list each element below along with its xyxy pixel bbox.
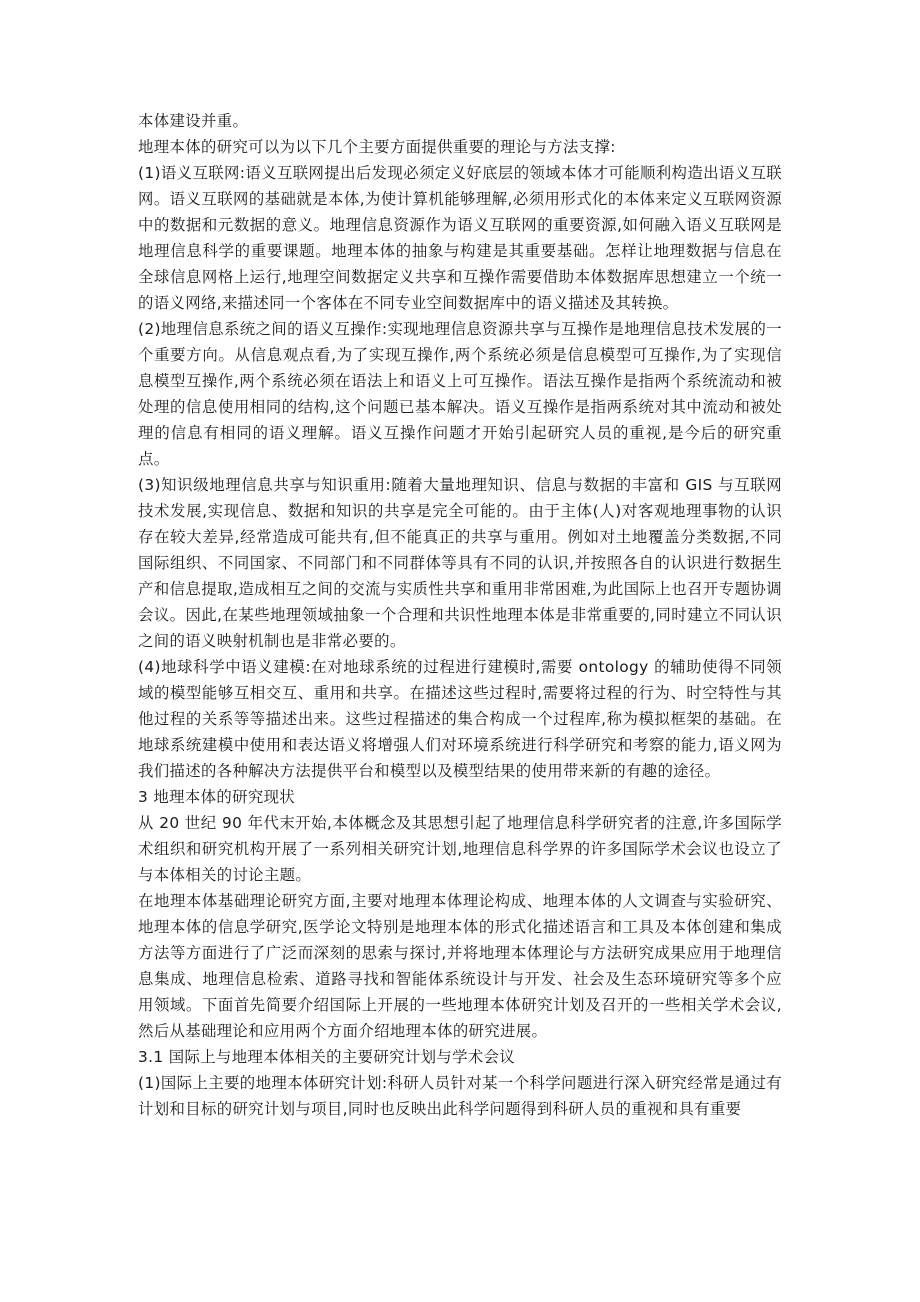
document-page <box>138 108 782 1122</box>
subsection-heading: 3.1 国际上与地理本体相关的主要研究计划与学术会议 <box>138 1048 516 1066</box>
paragraph-basic-theory: 在地理本体基础理论研究方面,主要对地理本体理论构成、地理本体的人文调查与实验研究、地理本体的信息学研究,医学论文特别是地理本体的形式化描述语言和工具及本体创建和集成方法等方面进行了广泛而深刻的思索与探讨,并将地理本体理论与方法研究成果应用于地理信息集成、地理信息检索、道路寻找和智能体系统设计与开发、社会及生态环境研究等多个应用领域。下面首先简要介绍国际上开展的一些地理本体研究计划及召开的一些相关学术会议,然后从基础理论和应用两个方面介绍地理本体的研究进展。 <box>138 892 782 1040</box>
paragraph-research-plans: (1)国际上主要的地理本体研究计划:科研人员针对某一个科学问题进行深入研究经常是通过有计划和目标的研究计划与项目,同时也反映出此科学问题得到科研人员的重视和具有重要 <box>138 1074 782 1118</box>
paragraph-knowledge-sharing: (3)知识级地理信息共享与知识重用:随着大量地理知识、信息与数据的丰富和 GIS 与互联网技术发展,实现信息、数据和知识的共享是完全可能的。由于主体(人)对客观地理事物的认识存在较大差异,经常造成可能共有,但不能真正的共享与重用。例如对土地覆盖分类数据,不同国际组织、不同国家、不同部门和不同群体等具有不同的认识,并按照各自的认识进行数据生产和信息提取,造成相互之间的交流与实质性共享和重用非常困难,为此国际上也召开专题协调会议。因此,在某些地理领域抽象一个合理和共识性地理本体是非常重要的,同时建立不同认识之间的语义映射机制也是非常必要的。 <box>138 476 782 650</box>
paragraph-continuation: 本体建设并重。 <box>138 112 249 130</box>
section-heading: 3 地理本体的研究现状 <box>138 788 296 806</box>
paragraph-research-history: 从 20 世纪 90 年代末开始,本体概念及其思想引起了地理信息科学研究者的注意,许多国际学术组织和研究机构开展了一系列相关研究计划,地理信息科学界的许多国际学术会议也设立了与本体相关的讨论主题。 <box>138 814 782 884</box>
paragraph-intro: 地理本体的研究可以为以下几个主要方面提供重要的理论与方法支撑: <box>138 138 616 156</box>
paragraph-earth-science-modeling: (4)地球科学中语义建模:在对地球系统的过程进行建模时,需要 ontology 的辅助使得不同领域的模型能够互相交互、重用和共享。在描述这些过程时,需要将过程的行为、时空特性与其他过程的关系等等描述出来。这些过程描述的集合构成一个过程库,称为模拟框架的基础。在地球系统建模中使用和表达语义将增强人们对环境系统进行科学研究和考察的能力,语义网为我们描述的各种解决方法提供平台和模型以及模型结果的使用带来新的有趣的途径。 <box>138 658 782 780</box>
paragraph-gis-interoperability: (2)地理信息系统之间的语义互操作:实现地理信息资源共享与互操作是地理信息技术发展的一个重要方向。从信息观点看,为了实现互操作,两个系统必须是信息模型可互操作,为了实现信息模型互操作,两个系统必须在语法上和语义上可互操作。语法互操作是指两个系统流动和被处理的信息使用相同的结构,这个问题已基本解决。语义互操作是指两系统对其中流动和被处理的信息有相同的语义理解。语义互操作问题才开始引起研究人员的重视,是今后的研究重点。 <box>138 320 782 468</box>
paragraph-semantic-web: (1)语义互联网:语义互联网提出后发现必须定义好底层的领域本体才可能顺利构造出语义互联网。语义互联网的基础就是本体,为使计算机能够理解,必须用形式化的本体来定义互联网资源中的数据和元数据的意义。地理信息资源作为语义互联网的重要资源,如何融入语义互联网是地理信息科学的重要课题。地理本体的抽象与构建是其重要基础。怎样让地理数据与信息在全球信息网格上运行,地理空间数据定义共享和互操作需要借助本体数据库思想建立一个统一的语义网络,来描述同一个客体在不同专业空间数据库中的语义描述及其转换。 <box>138 164 782 312</box>
